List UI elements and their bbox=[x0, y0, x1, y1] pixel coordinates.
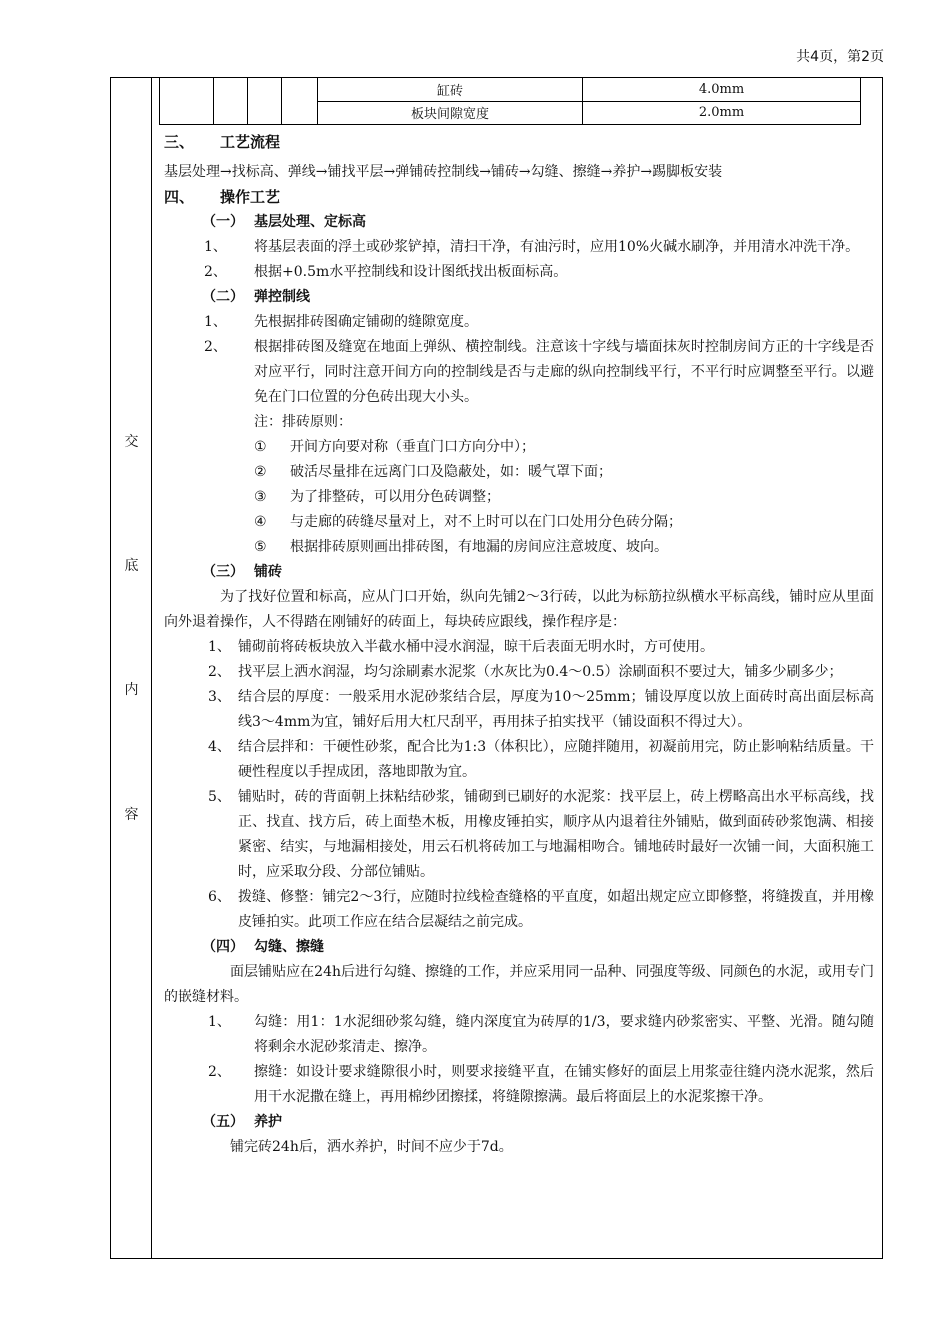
principle-item: ① 开间方向要对称（垂直门口方向分中）； bbox=[254, 439, 535, 455]
list-item: 5、 铺贴时，砖的背面朝上抹粘结砂浆，铺砌到已刷好的水泥浆：找平层上，砖上楞略高出水平标高线，找正、找直、找方后，砖上面垫木板，用橡皮锤拍实，顺序从内退着往外铺贴，做到面砖砂浆饱满、相接紧密、结实，与地漏相接处，用云石机将砖加工与地漏相吻合。铺地砖时最好一次铺一间，大面积施工时，应采取分段、分部位铺贴。 bbox=[208, 789, 874, 880]
subsection-heading: （三） 铺砖 bbox=[202, 564, 282, 580]
page-number: 共4页，第2页 bbox=[796, 49, 884, 65]
list-item: 4、 结合层拌和：干硬性砂浆，配合比为1:3（体积比），应随拌随用，初凝前用完，防止影响粘结质量。干硬性程度以手捏成团，落地即散为宜。 bbox=[208, 739, 874, 780]
section-heading: 三、 工艺流程 bbox=[164, 133, 281, 151]
spec-value: 2.0mm bbox=[583, 101, 861, 124]
list-item: 1、 铺砌前将砖板块放入半截水桶中浸水润湿，晾干后表面无明水时，方可使用。 bbox=[208, 639, 714, 655]
list-item: 2、 根据排砖图及缝宽在地面上弹纵、横控制线。注意该十字线与墙面抹灰时控制房间方正的十字线是否对应平行，同时注意开间方向的控制线是否与走廊的纵向控制线平行，不平行时应调整至平行。以避免在门口位置的分色砖出现大小头。 bbox=[204, 339, 874, 405]
principle-item: ④ 与走廊的砖缝尽量对上，对不上时可以在门口处用分色砖分隔； bbox=[254, 514, 682, 530]
side-label-column bbox=[111, 78, 152, 1258]
spec-row bbox=[160, 78, 861, 101]
spec-table bbox=[159, 78, 861, 125]
section-heading: 四、 操作工艺 bbox=[164, 188, 281, 206]
content-body bbox=[164, 130, 874, 1160]
paragraph: 为了找好位置和标高，应从门口开始，纵向先铺2～3行砖，以此为标筋拉纵横水平标高线，铺时应从里面向外退着操作，人不得踏在刚铺好的砖面上，每块砖应跟线，操作程序是： bbox=[164, 589, 874, 630]
process-flow: 基层处理→找标高、弹线→铺找平层→弹铺砖控制线→铺砖→勾缝、擦缝→养护→踢脚板安装 bbox=[164, 164, 723, 180]
list-item: 2、 根据+0.5m水平控制线和设计图纸找出板面标高。 bbox=[204, 264, 568, 280]
list-item: 1、 勾缝：用1：1水泥细砂浆勾缝，缝内深度宜为砖厚的1/3，要求缝内砂浆密实、平整、光滑。随勾随将剩余水泥砂浆清走、擦净。 bbox=[208, 1014, 874, 1055]
subsection-heading: （二） 弹控制线 bbox=[202, 289, 310, 305]
principle-item: ② 破活尽量排在远离门口及隐蔽处，如：暖气罩下面； bbox=[254, 464, 612, 480]
principle-item: ⑤ 根据排砖原则画出排砖图，有地漏的房间应注意坡度、坡向。 bbox=[254, 539, 668, 555]
note-label: 注：排砖原则： bbox=[254, 414, 352, 430]
paragraph: 铺完砖24h后，洒水养护，时间不应少于7d。 bbox=[230, 1139, 513, 1155]
spec-name: 缸砖 bbox=[318, 78, 583, 101]
paragraph: 面层铺贴应在24h后进行勾缝、擦缝的工作，并应采用同一品种、同强度等级、同颜色的水泥，或用专门的嵌缝材料。 bbox=[164, 964, 874, 1005]
principle-item: ③ 为了排整砖，可以用分色砖调整； bbox=[254, 489, 500, 505]
subsection-heading: （四） 勾缝、擦缝 bbox=[202, 939, 324, 955]
list-item: 2、 找平层上洒水润湿，均匀涂刷素水泥浆（水灰比为0.4～0.5）涂刷面积不要过大，铺多少刷多少； bbox=[208, 664, 843, 680]
content-cell bbox=[152, 78, 882, 1258]
list-item: 1、 先根据排砖图确定铺砌的缝隙宽度。 bbox=[204, 314, 478, 330]
spec-value: 4.0mm bbox=[583, 78, 861, 101]
subsection-heading: （一） 基层处理、定标高 bbox=[202, 214, 366, 230]
side-label-char: 容 bbox=[124, 807, 139, 823]
list-item: 6、 拨缝、修整：铺完2～3行，应随时拉线检查缝格的平直度，如超出规定应立即修整，将缝拨直，并用橡皮锤拍实。此项工作应在结合层凝结之前完成。 bbox=[208, 889, 874, 930]
list-item: 2、 擦缝：如设计要求缝隙很小时，则要求接缝平直，在铺实修好的面层上用浆壶往缝内浇水泥浆，然后用干水泥撒在缝上，再用棉纱团擦揉，将缝隙擦满。最后将面层上的水泥浆擦干净。 bbox=[208, 1064, 874, 1105]
side-label-char: 底 bbox=[124, 558, 139, 574]
subsection-heading: （五） 养护 bbox=[202, 1114, 282, 1130]
list-item: 1、 将基层表面的浮土或砂浆铲掉，清扫干净，有油污时，应用10%火碱水刷净，并用清水冲洗干净。 bbox=[204, 239, 860, 255]
spec-name: 板块间隙宽度 bbox=[318, 101, 583, 124]
side-label-char: 内 bbox=[124, 682, 139, 698]
side-label-char: 交 bbox=[124, 434, 139, 450]
disclosure-table bbox=[110, 77, 883, 1259]
list-item: 3、 结合层的厚度：一般采用水泥砂浆结合层，厚度为10～25mm；铺设厚度以放上面砖时高出面层标高线3～4mm为宜，铺好后用大杠尺刮平，再用抹子拍实找平（铺设面积不得过大）。 bbox=[208, 689, 874, 730]
